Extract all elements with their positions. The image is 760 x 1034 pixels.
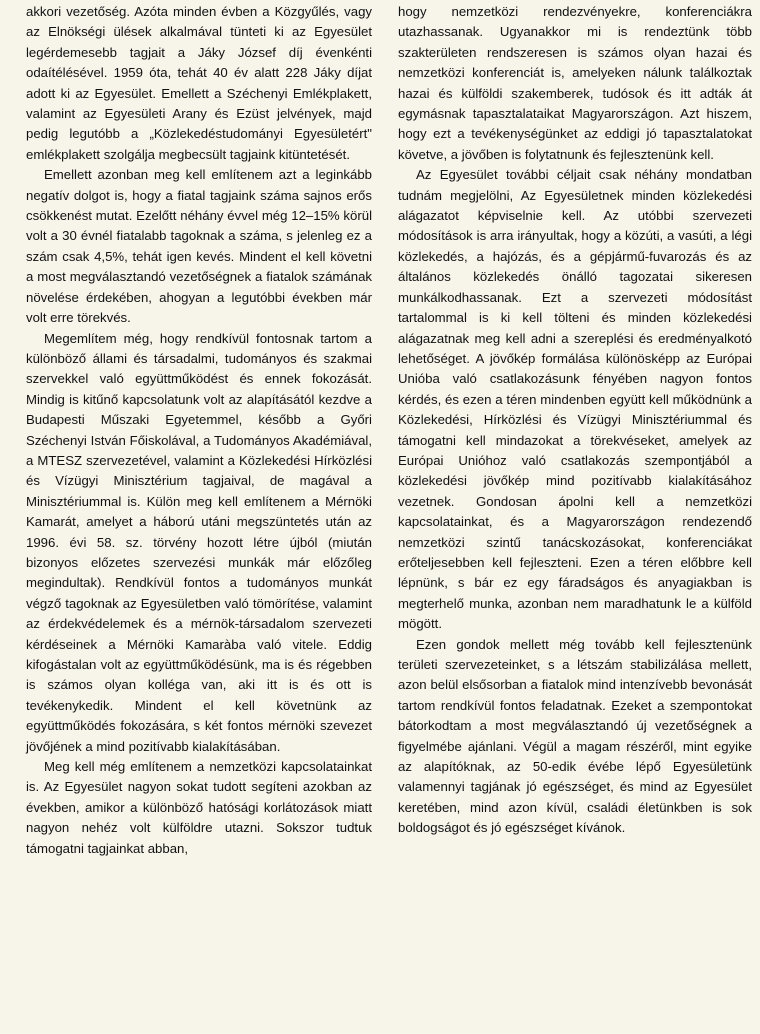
paragraph: Ezen gondok mellett még tovább kell fejlesztenünk területi szervezeteinket, s a létszám stabilizálása mellett, azon belül elsősorban a fiatalok mind intenzívebb bevonását tartom rendkívül fontos feladatnak. Ezeket a szempontokat bátorkodtam a most megválasztandó új vezetőségnek a figyelmébe ajánlani. Végül a magam részéről, mint egyike az alapítóknak, az 50-edik évébe lépő Egyesületünk valamennyi tagjának jó egészséget, és mind az Egyesület keretében, mind azon kívül, családi életünkben is sok boldogságot és jó egészséget kívánok. bbox=[398, 636, 752, 836]
paragraph: hogy nemzetközi rendezvényekre, konferenciákra utazhassanak. Ugyanakkor mi is rendeztünk több szakterületen rendszeresen is számos olyan hazai és nemzetközi konferenciát is, amelyeken nálunk találkoztak hazai és külföldi szakemberek, tudósok és itt adták át egymásnak tapasztalataikat Magyarországon. Azt hiszem, hogy ezt a tevékenységünket az eddigi jó tapasztalatokat követve, a jövőben is folytatnunk és fejlesztenünk kell. bbox=[398, 4, 752, 162]
paragraph: Megemlítem még, hogy rendkívül fontosnak tartom a különböző állami és társadalmi, tudományos és szakmai szervekkel való együttműködést és ennek fokozását. Mindig is kitűnő kapcsolatunk volt az alapításától kezdve a Budapesti Műszaki Egyetemmel, később a Győri Széchenyi István Főiskolával, a Tudományos Akadémiával, a MTESZ szervezetével, valamint a Közlekedési Hírközlési és Vízügyi Minisztérium tagjaival, de magával a Minisztériummal is. Külön meg kell említenem a Mérnöki Kamarát, amelyet a háború utáni megszüntetés után az 1996. évi 58. sz. törvény hozott létre újból (miután bizonyos előzetes szervezési munkák már előzőleg megindultak). Rendkívül fontos a tudományos munkát végző tagoknak az Egyesületben való tömörítése, valamint az érdekvédelemek és a mérnök-társadalom szervezeti kérdéseinek a Mérnöki Kamaràba való vitele. Eddig kifogástalan volt az együttműködésünk, ma is és régebben is számos olyan kolléga van, aki itt is és ott is tevékenykedik. Mindent el kell követnünk az együttműködés fokozására, s két fontos mérnöki szevezet jövőjének a mind pozitívabb kialakításában. bbox=[26, 330, 372, 754]
paragraph: Meg kell még említenem a nemzetközi kapcsolatainkat is. Az Egyesület nagyon sokat tudott segíteni azokban az években, amikor a különböző hatósági korlátozások miatt nagyon nehéz volt külföldre utazni. Sokszor tudtuk támogatni tagjainkat abban, bbox=[26, 759, 372, 856]
left-column bbox=[26, 2, 372, 859]
right-column bbox=[398, 2, 752, 839]
paragraph: Az Egyesület további céljait csak néhány mondatban tudnám megjelölni, Az Egyesületnek minden közlekedési alágazatot képviselnie kell. Az utóbbi szervezeti módosítások is arra irányultak, hogy a közúti, a vasúti, a légi közlekedés, a hajózás, és a gépjármű-fuvarozás és az általános közlekedés önálló tagozatai sikeresen munkálkodhassanak. Ezt a szervezeti módosítást tartalommal is ki kell tölteni és minden közlekedési alágazatnak meg kell adni a szereplési és eredményalkotó lehetőséget. A jövőkép formálása különösképp az Európai Unióba való csatlakozásunk fényében nagyon fontos kérdés, és ezen a téren mindenben együtt kell működnünk a Közlekedési, Hírközlési és Vízügyi Minisztériummal és támogatni kell mindazokat a törekvéseket, amelyek az Európai Unióhoz való csatlakozás szempontjából a közlekedési jövőkép mind pozitívabb kialakításához vezetnek. Gondosan ápolni kell a nemzetközi kapcsolatainkat, és a Magyarországon rendezendő nemzetközi szintű tanácskozásokat, konferenciákat erőteljesebben kell fejleszteni. Ezen a téren előbbre kell lépnünk, s bár ez egy fáradságos és anyagiakban is megterhelő munka, azonban nem maradhatunk le a külföld mögött. bbox=[398, 167, 752, 632]
paragraph: Emellett azonban meg kell említenem azt a leginkább negatív dolgot is, hogy a fiatal tagjaink száma sajnos erős csökkenést mutat. Ezelőtt néhány évvel még 12–15% körül volt a 30 évnél fiatalabb tagoknak a száma, s jelenleg ez a szám csak 4,5%, tehát igen kevés. Mindent el kell követni a most megválasztandó vezetőségnek a fiatalok számának növelése érdekében, ahogyan a legutóbbi években már volt erre törekvés. bbox=[26, 167, 372, 326]
paragraph: akkori vezetőség. Azóta minden évben a Közgyűlés, vagy az Elnökségi ülések alkalmával tünteti ki az Egyesület legérdemesebb tagjait a Jáky József díj évenkénti odaítélésével. 1959 óta, tehát 40 év alatt 228 Jáky díjat adott ki az Egyesület. Emellett a Széchenyi Emlékplakett, valamint az Egyesületi Arany és Ezüst jelvények, majd pedig legutóbb a „Közlekedéstudományi Egyesületért" emlékplakett szolgálja megbecsült tagjaink kitüntetését. bbox=[26, 4, 372, 162]
